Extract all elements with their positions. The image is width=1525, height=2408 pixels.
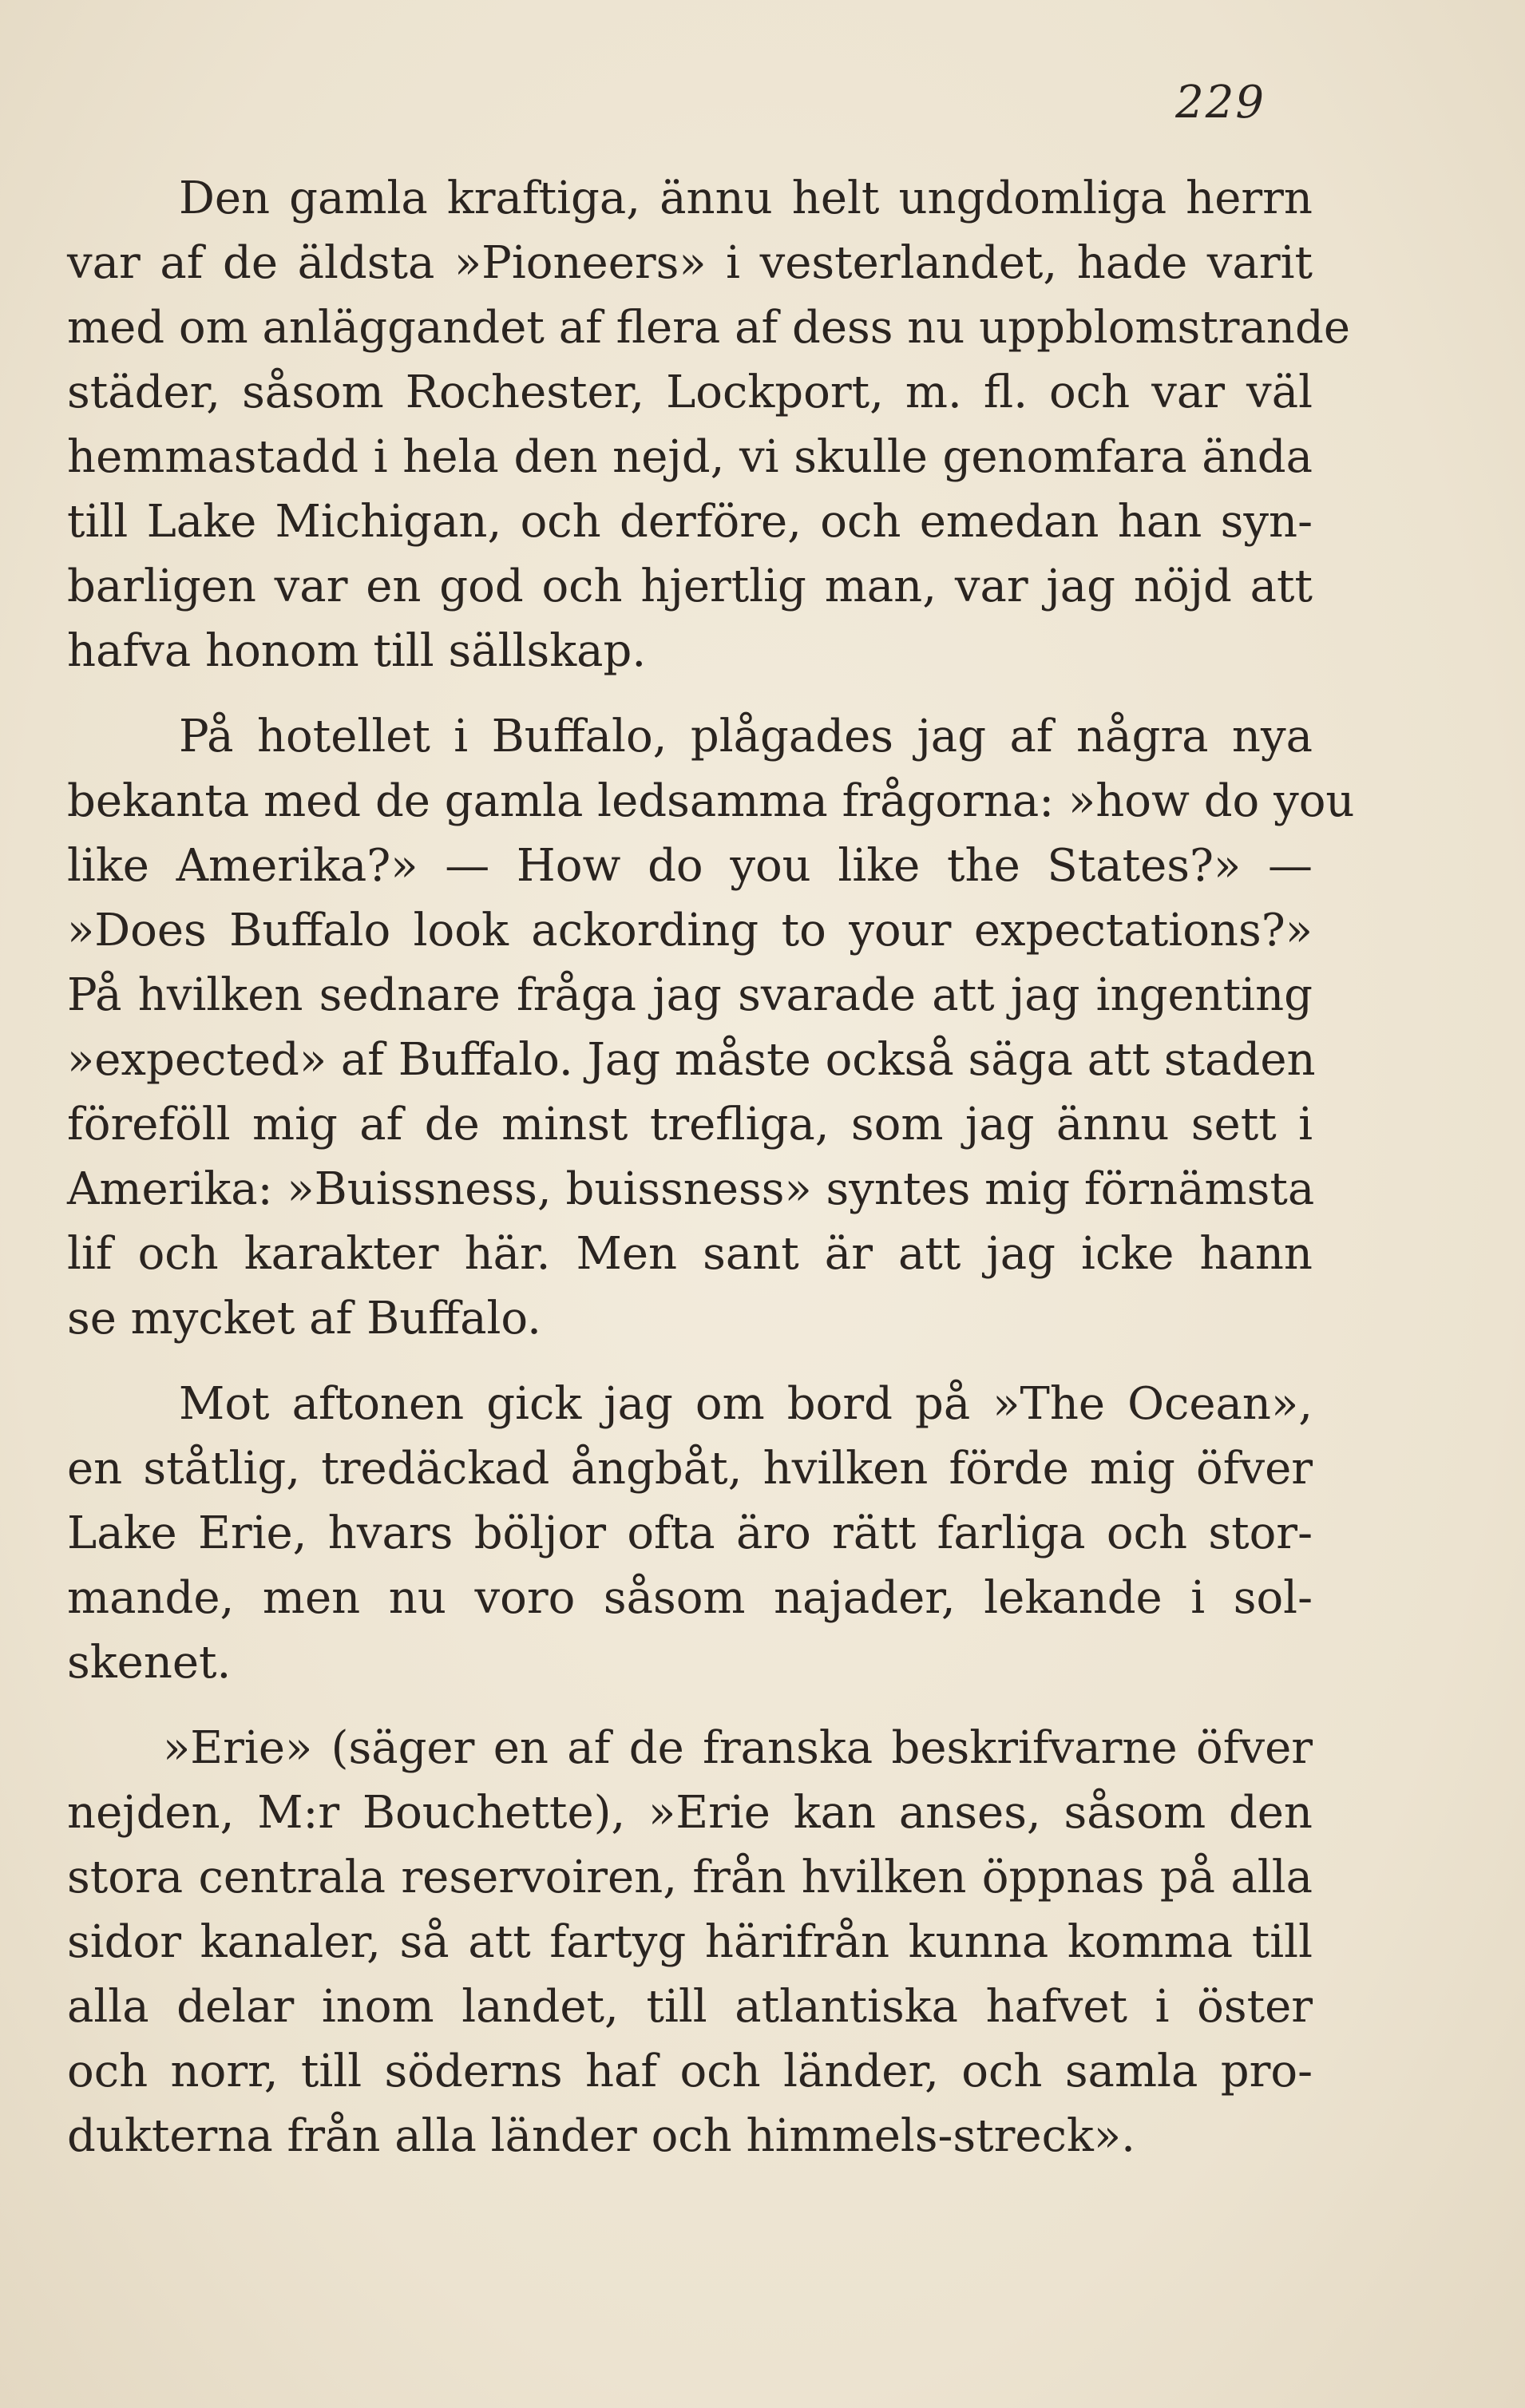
text-line: bekanta med de gamla ledsamma frågorna: »how do you xyxy=(67,775,1355,827)
text-line: lif och karakter här. Men sant är att jag icke hann xyxy=(67,1228,1313,1280)
text-line: var af de äldsta »Pioneers» i vesterlandet, hade varit xyxy=(67,237,1313,289)
text-line: se mycket af Buffalo. xyxy=(67,1293,541,1345)
text-line: och norr, till söderns haf och länder, och samla pro- xyxy=(67,2046,1313,2097)
text-line: Den gamla kraftiga, ännu helt ungdomliga herrn xyxy=(179,172,1313,224)
text-line: På hotellet i Buffalo, plågades jag af några nya xyxy=(179,711,1313,762)
paragraph-1 xyxy=(67,166,1350,683)
text-line: På hvilken sednare fråga jag svarade att jag ingenting xyxy=(67,969,1313,1021)
text-line: stora centrala reservoiren, från hvilken öppnas på alla xyxy=(67,1852,1313,1903)
text-line: städer, såsom Rochester, Lockport, m. fl. och var väl xyxy=(67,366,1313,418)
paragraph-4 xyxy=(67,1716,1313,2168)
text-line: hemmastadd i hela den nejd, vi skulle genomfara ända xyxy=(67,431,1313,483)
text-line: »Erie» (säger en af de franska beskrifvarne öfver xyxy=(163,1722,1313,1774)
page-number: 229 xyxy=(1175,77,1266,129)
text-line: barligen var en god och hjertlig man, var jag nöjd att xyxy=(67,560,1313,612)
text-line: till Lake Michigan, och derföre, och emedan han syn- xyxy=(67,496,1313,548)
text-line: Lake Erie, hvars böljor ofta äro rätt farliga och stor- xyxy=(67,1507,1313,1559)
text-line: föreföll mig af de minst trefliga, som jag ännu sett i xyxy=(67,1099,1313,1151)
text-line: nejden, M:r Bouchette), »Erie kan anses, såsom den xyxy=(67,1787,1313,1839)
body-text xyxy=(67,166,1355,2189)
paragraph-3 xyxy=(67,1372,1313,1695)
text-line: hafva honom till sällskap. xyxy=(67,625,647,677)
paragraph-2 xyxy=(67,704,1355,1351)
text-line: mande, men nu voro såsom najader, lekande i sol- xyxy=(67,1572,1313,1624)
text-line: like Amerika?» — How do you like the States?» — xyxy=(67,840,1313,892)
text-line: sidor kanaler, så att fartyg härifrån kunna komma till xyxy=(67,1916,1313,1968)
text-line: »Does Buffalo look ackording to your expectations?» xyxy=(67,905,1313,956)
text-line: alla delar inom landet, till atlantiska hafvet i öster xyxy=(67,1981,1313,2033)
text-line: en ståtlig, tredäckad ångbåt, hvilken förde mig öfver xyxy=(67,1443,1313,1495)
text-line: skenet. xyxy=(67,1637,232,1689)
text-line: dukterna från alla länder och himmels-streck». xyxy=(67,2110,1135,2162)
text-line: »expected» af Buffalo. Jag måste också säga att staden xyxy=(67,1034,1316,1086)
text-line: med om anläggandet af flera af dess nu uppblomstrande xyxy=(67,302,1350,354)
text-line: Mot aftonen gick jag om bord på »The Ocean», xyxy=(179,1378,1313,1430)
text-line: Amerika: »Buissness, buissness» syntes mig förnämsta xyxy=(67,1163,1315,1215)
